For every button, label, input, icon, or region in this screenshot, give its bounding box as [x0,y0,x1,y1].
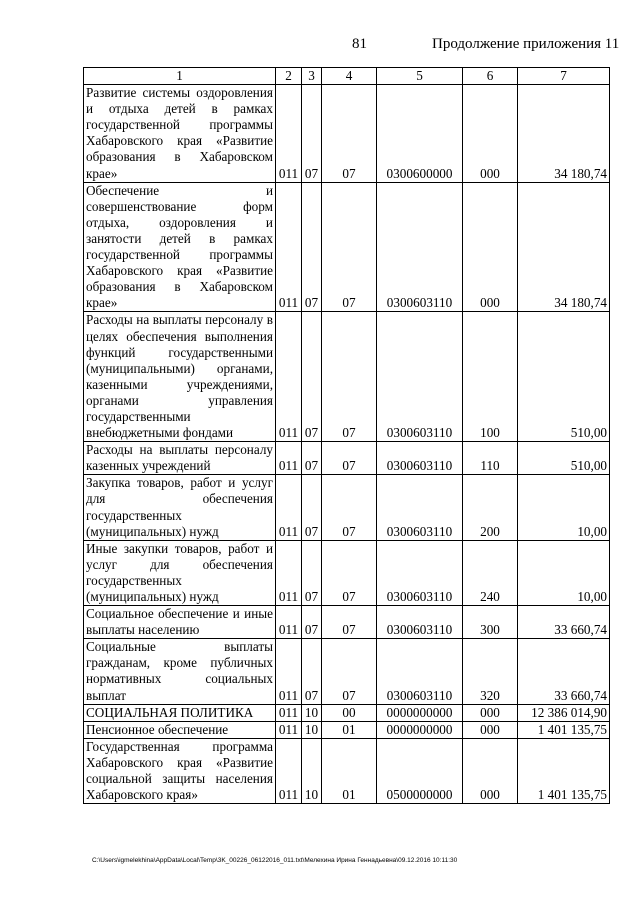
target-article-code: 0300603110 [377,606,463,639]
amount: 12 386 014,90 [518,704,610,721]
target-article-code: 0300603110 [377,442,463,475]
admin-code: 011 [276,606,302,639]
table-row [84,442,610,475]
amount: 34 180,74 [518,182,610,312]
target-article-code: 0000000000 [377,704,463,721]
table-row [84,721,610,738]
admin-code: 011 [276,475,302,540]
subsection-code: 01 [322,738,377,803]
expense-type-code: 000 [463,704,518,721]
admin-code: 011 [276,704,302,721]
target-article-code: 0300603110 [377,540,463,605]
column-header: 6 [463,68,518,85]
row-name: СОЦИАЛЬНАЯ ПОЛИТИКА [84,704,276,721]
amount: 34 180,74 [518,85,610,183]
subsection-code: 00 [322,704,377,721]
table-row [84,182,610,312]
expense-type-code: 000 [463,738,518,803]
column-header: 5 [377,68,463,85]
section-code: 07 [302,475,322,540]
table-row [84,606,610,639]
subsection-code: 01 [322,721,377,738]
column-header: 1 [84,68,276,85]
subsection-code: 07 [322,442,377,475]
table-row [84,704,610,721]
subsection-code: 07 [322,182,377,312]
appendix-continuation-title: Продолжение приложения 11 [432,36,620,52]
section-code: 10 [302,721,322,738]
row-name: Социальные выплаты гражданам, кроме публичных нормативных социальных выплат [84,639,276,704]
expense-type-code: 000 [463,85,518,183]
subsection-code: 07 [322,312,377,442]
amount: 1 401 135,75 [518,721,610,738]
target-article-code: 0300603110 [377,639,463,704]
table-row [84,540,610,605]
expense-type-code: 100 [463,312,518,442]
column-header: 7 [518,68,610,85]
column-header: 3 [302,68,322,85]
expense-type-code: 300 [463,606,518,639]
amount: 10,00 [518,540,610,605]
expense-type-code: 320 [463,639,518,704]
table-row [84,475,610,540]
target-article-code: 0000000000 [377,721,463,738]
expense-type-code: 000 [463,721,518,738]
amount: 510,00 [518,442,610,475]
page-number: 81 [352,36,367,52]
subsection-code: 07 [322,606,377,639]
table-row [84,639,610,704]
target-article-code: 0500000000 [377,738,463,803]
row-name: Социальное обеспечение и иные выплаты населению [84,606,276,639]
section-code: 10 [302,704,322,721]
amount: 33 660,74 [518,606,610,639]
subsection-code: 07 [322,639,377,704]
amount: 10,00 [518,475,610,540]
section-code: 07 [302,182,322,312]
section-code: 07 [302,442,322,475]
expense-type-code: 200 [463,475,518,540]
section-code: 07 [302,639,322,704]
subsection-code: 07 [322,475,377,540]
expense-type-code: 110 [463,442,518,475]
table-row [84,85,610,183]
file-path-footer: C:\Users\igmelekhina\AppData\Local\Temp\3K_00226_06122016_011.txt\Мелехина Ирина Геннадьевна\09.12.2016 10:11:30 [92,857,458,864]
admin-code: 011 [276,540,302,605]
table-header-row [84,68,610,85]
target-article-code: 0300603110 [377,475,463,540]
subsection-code: 07 [322,85,377,183]
admin-code: 011 [276,442,302,475]
table-row [84,738,610,803]
admin-code: 011 [276,312,302,442]
column-header: 2 [276,68,302,85]
row-name: Развитие системы оздоровления и отдыха детей в рамках государственной программы Хабаровского края «Развитие образования в Хабаровском крае» [84,85,276,183]
admin-code: 011 [276,182,302,312]
section-code: 07 [302,312,322,442]
row-name: Расходы на выплаты персоналу казенных учреждений [84,442,276,475]
expense-type-code: 000 [463,182,518,312]
subsection-code: 07 [322,540,377,605]
admin-code: 011 [276,85,302,183]
row-name: Обеспечение и совершенствование форм отдыха, оздоровления и занятости детей в рамках государственной программы Хабаровского края «Развитие образования в Хабаровском крае» [84,182,276,312]
amount: 33 660,74 [518,639,610,704]
column-header: 4 [322,68,377,85]
row-name: Расходы на выплаты персоналу в целях обеспечения выполнения функций государственными (муниципальными) органами, казенными учреждениями, органами управления государственными внебюджетными фондами [84,312,276,442]
amount: 1 401 135,75 [518,738,610,803]
row-name: Пенсионное обеспечение [84,721,276,738]
section-code: 07 [302,606,322,639]
budget-table [83,67,610,804]
target-article-code: 0300603110 [377,312,463,442]
admin-code: 011 [276,738,302,803]
section-code: 07 [302,85,322,183]
target-article-code: 0300600000 [377,85,463,183]
target-article-code: 0300603110 [377,182,463,312]
section-code: 10 [302,738,322,803]
admin-code: 011 [276,721,302,738]
row-name: Государственная программа Хабаровского края «Развитие социальной защиты населения Хабаровского края» [84,738,276,803]
table-row [84,312,610,442]
admin-code: 011 [276,639,302,704]
row-name: Закупка товаров, работ и услуг для обеспечения государственных (муниципальных) нужд [84,475,276,540]
section-code: 07 [302,540,322,605]
expense-type-code: 240 [463,540,518,605]
row-name: Иные закупки товаров, работ и услуг для обеспечения государственных (муниципальных) нужд [84,540,276,605]
amount: 510,00 [518,312,610,442]
